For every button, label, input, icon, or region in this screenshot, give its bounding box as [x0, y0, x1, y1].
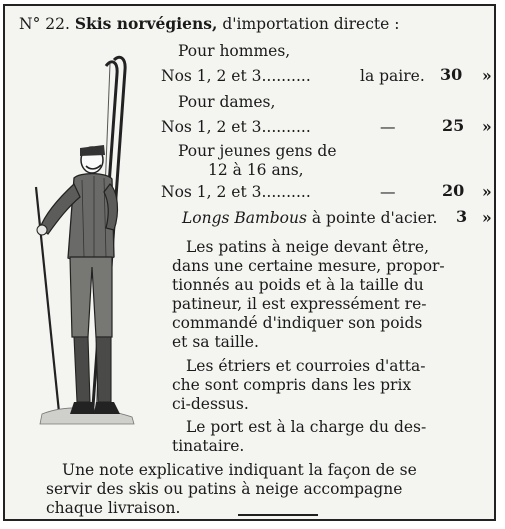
bamboo-price: 3 — [456, 207, 468, 226]
price-item-jeunes: Nos 1, 2 et 3.......... — [161, 183, 311, 201]
para2-line: che sont compris dans les prix — [172, 376, 412, 394]
para1-line: Les patins à neige devant être, — [186, 238, 430, 256]
price-currency-jeunes: » — [482, 182, 492, 201]
para2-line: Les étriers et courroies d'atta- — [186, 357, 426, 375]
closing-rule — [238, 514, 318, 516]
item-title: Skis norvégiens, — [74, 14, 218, 33]
price-unit-hommes: la paire. — [360, 67, 425, 85]
para1-line: et sa taille. — [172, 333, 259, 351]
price-item-dames: Nos 1, 2 et 3.......... — [161, 118, 311, 136]
price-label-hommes: Pour hommes, — [178, 42, 291, 60]
para1-line: tionnés au poids et à la taille du — [172, 276, 424, 294]
para1-line: dans une certaine mesure, propor- — [172, 257, 445, 275]
bamboo-detail: à pointe d'acier. — [311, 209, 438, 227]
bamboo-name: Longs Bambous — [182, 209, 307, 227]
para2-line: ci-dessus. — [172, 395, 249, 413]
item-subtitle: d'importation directe : — [222, 15, 400, 33]
price-unit-dames: — — [380, 118, 396, 136]
para1-line: patineur, il est expressément re- — [172, 295, 427, 313]
para1-line: commandé d'indiquer son poids — [172, 314, 423, 332]
price-label-jeunes-age: 12 à 16 ans, — [208, 161, 304, 179]
price-currency-dames: » — [482, 117, 492, 136]
price-currency-hommes: » — [482, 66, 492, 85]
para4-line: servir des skis ou patins à neige accompagne — [46, 480, 403, 498]
bamboo-line — [182, 209, 437, 227]
price-unit-jeunes: — — [380, 183, 396, 201]
header-line — [19, 15, 399, 33]
price-label-dames: Pour dames, — [178, 93, 276, 111]
para3-line: tinataire. — [172, 437, 245, 455]
price-value-jeunes: 20 — [442, 181, 465, 200]
para4-line: chaque livraison. — [46, 499, 181, 517]
skier-illustration — [22, 52, 157, 432]
bamboo-currency: » — [482, 208, 492, 227]
para4-line: Une note explicative indiquant la façon de se — [62, 461, 417, 479]
para3-line: Le port est à la charge du des- — [186, 418, 427, 436]
price-value-dames: 25 — [442, 116, 465, 135]
item-number: N° 22. — [19, 15, 70, 33]
price-value-hommes: 30 — [440, 65, 463, 84]
price-label-jeunes: Pour jeunes gens de — [178, 142, 337, 160]
price-item-hommes: Nos 1, 2 et 3.......... — [161, 67, 311, 85]
